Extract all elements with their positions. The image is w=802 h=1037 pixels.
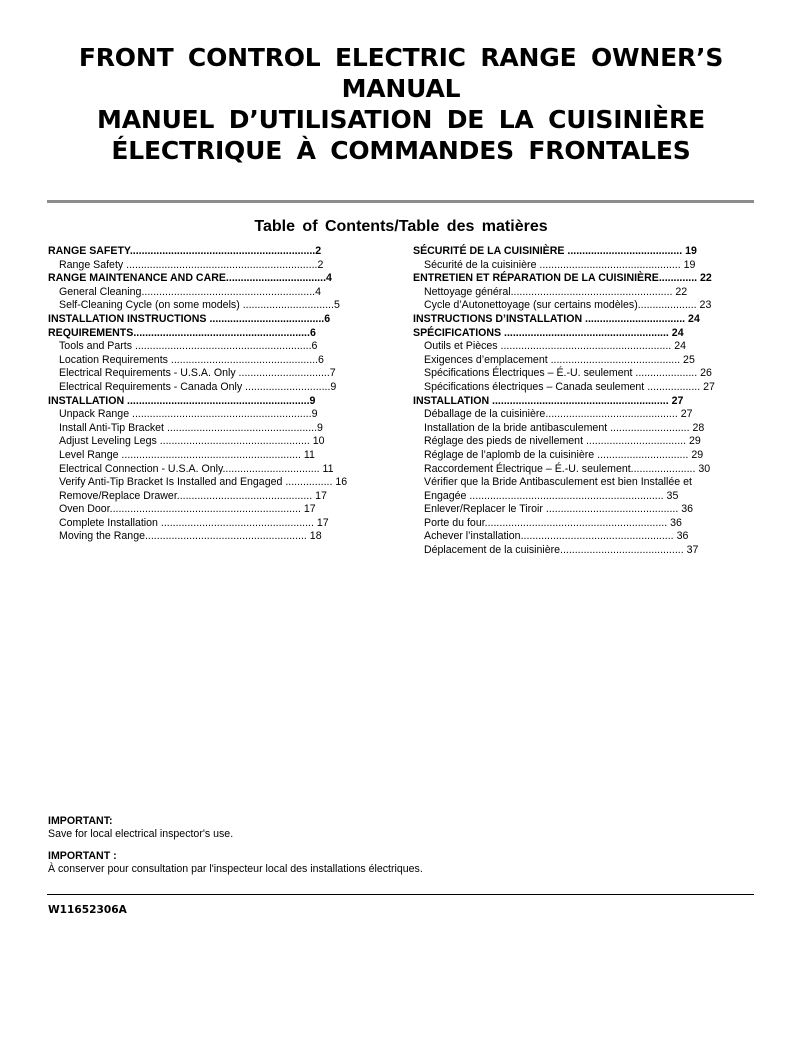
document-code: W11652306A bbox=[48, 904, 127, 916]
toc-section-entry: RANGE SAFETY...............................................................2 bbox=[48, 245, 322, 257]
toc-subsection-entry: Exigences d’emplacement ............................................ 25 bbox=[424, 353, 695, 366]
toc-subsection-entry: Location Requirements ..................................................6 bbox=[59, 353, 324, 366]
toc-subsection-entry: Oven Door................................................................. 17 bbox=[59, 503, 316, 516]
toc-subsection-entry: Sécurité de la cuisinière ................................................ 19 bbox=[424, 258, 696, 271]
toc-subsection-entry: Réglage de l’aplomb de la cuisinière ............................... 29 bbox=[424, 448, 704, 461]
toc-subsection-entry: Installation de la bride antibasculement ........................... 28 bbox=[424, 421, 705, 434]
toc-heading: Table of Contents/Table des matières bbox=[254, 218, 548, 235]
toc-subsection-entry: Cycle d’Autonettoyage (sur certains modèles).................... 23 bbox=[424, 299, 712, 312]
title-french-line-2: ÉLECTRIQUE À COMMANDES FRONTALES bbox=[111, 136, 691, 165]
toc-subsection-entry: Level Range ............................................................. 11 bbox=[59, 448, 315, 461]
title-french-line-1: MANUEL D’UTILISATION DE LA CUISINIÈRE bbox=[97, 105, 705, 134]
toc-section-entry: INSTALLATION ............................................................ 27 bbox=[413, 394, 684, 407]
important-label-english: IMPORTANT: bbox=[48, 815, 113, 827]
toc-subsection-entry: Complete Installation .................................................... 17 bbox=[59, 516, 329, 529]
toc-subsection-entry: Electrical Requirements - Canada Only .............................9 bbox=[59, 380, 337, 393]
toc-section-entry: INSTRUCTIONS D’INSTALLATION .................................. 24 bbox=[413, 312, 700, 325]
toc-french-column bbox=[413, 245, 768, 558]
important-notes bbox=[48, 815, 748, 876]
toc-subsection-entry: Porte du four.............................................................. 36 bbox=[424, 516, 682, 529]
toc-subsection-entry: Outils et Pièces .......................................................... 24 bbox=[424, 340, 686, 353]
footer-divider bbox=[47, 894, 754, 895]
toc-section-entry: ENTRETIEN ET RÉPARATION DE LA CUISINIÈRE............. 22 bbox=[413, 272, 712, 285]
document-title bbox=[40, 42, 762, 166]
toc-subsection-entry: Electrical Connection - U.S.A. Only................................. 11 bbox=[59, 462, 334, 475]
toc-subsection-entry: Spécifications électriques – Canada seulement .................. 27 bbox=[424, 380, 715, 393]
toc-section-entry: INSTALLATION INSTRUCTIONS .......................................6 bbox=[48, 312, 331, 325]
important-text-french: À conserver pour consultation par l'inspecteur local des installations électriques. bbox=[48, 863, 423, 875]
toc-subsection-entry: Electrical Requirements - U.S.A. Only ...............................7 bbox=[59, 367, 336, 380]
toc-subsection-entry: Enlever/Replacer le Tiroir ............................................. 36 bbox=[424, 503, 694, 516]
toc-section-entry: SÉCURITÉ DE LA CUISINIÈRE ....................................... 19 bbox=[413, 245, 697, 257]
toc-subsection-entry: Nettoyage général....................................................... 22 bbox=[424, 285, 688, 298]
toc-subsection-entry: Spécifications Électriques – É.-U. seulement ..................... 26 bbox=[424, 367, 712, 380]
toc-subsection-entry: General Cleaning...........................................................4 bbox=[59, 285, 321, 298]
title-english-line-1: FRONT CONTROL ELECTRIC RANGE OWNER’S bbox=[78, 43, 724, 72]
title-divider bbox=[47, 200, 754, 203]
toc-subsection-entry: Adjust Leveling Legs ................................................... 10 bbox=[59, 435, 325, 448]
toc-english-column bbox=[48, 245, 383, 544]
toc-subsection-entry: Self-Cleaning Cycle (on some models) ...............................5 bbox=[59, 299, 340, 312]
toc-subsection-entry: Tools and Parts ............................................................6 bbox=[59, 340, 318, 353]
toc-subsection-entry: Achever l’installation.................................................... 36 bbox=[424, 530, 689, 543]
toc-subsection-entry: Remove/Replace Drawer.............................................. 17 bbox=[59, 489, 327, 502]
important-label-french: IMPORTANT : bbox=[48, 850, 117, 862]
toc-subsection-entry: Déballage de la cuisinière............................................. 27 bbox=[424, 408, 693, 421]
title-english-line-2: MANUAL bbox=[341, 74, 461, 103]
toc-section-entry: REQUIREMENTS............................................................6 bbox=[48, 326, 316, 339]
toc-subsection-entry: Range Safety .................................................................2 bbox=[59, 258, 324, 271]
important-text-english: Save for local electrical inspector's use. bbox=[48, 828, 234, 840]
toc-subsection-entry: Réglage des pieds de nivellement .................................. 29 bbox=[424, 435, 701, 448]
toc-subsection-entry: Déplacement de la cuisinière.......................................... 37 bbox=[424, 544, 699, 557]
toc-subsection-entry: Unpack Range .............................................................9 bbox=[59, 408, 318, 421]
toc-section-entry: RANGE MAINTENANCE AND CARE..................................4 bbox=[48, 272, 332, 285]
toc-subsection-entry: Install Anti-Tip Bracket ...................................................9 bbox=[59, 421, 323, 434]
toc-section-entry: SPÉCIFICATIONS ........................................................ 24 bbox=[413, 326, 684, 339]
toc-subsection-entry: Moving the Range....................................................... 18 bbox=[59, 530, 322, 543]
toc-section-entry: INSTALLATION ..............................................................9 bbox=[48, 394, 316, 407]
toc-subsection-entry: Verify Anti-Tip Bracket Is Installed and Engaged ................ 16 bbox=[59, 476, 348, 489]
toc-subsection-entry: Vérifier que la Bride Antibasculement est bien Installée et Engagée .................................................................. 35 bbox=[424, 476, 692, 502]
toc-subsection-entry: Raccordement Électrique – É.-U. seulement...................... 30 bbox=[424, 462, 711, 475]
